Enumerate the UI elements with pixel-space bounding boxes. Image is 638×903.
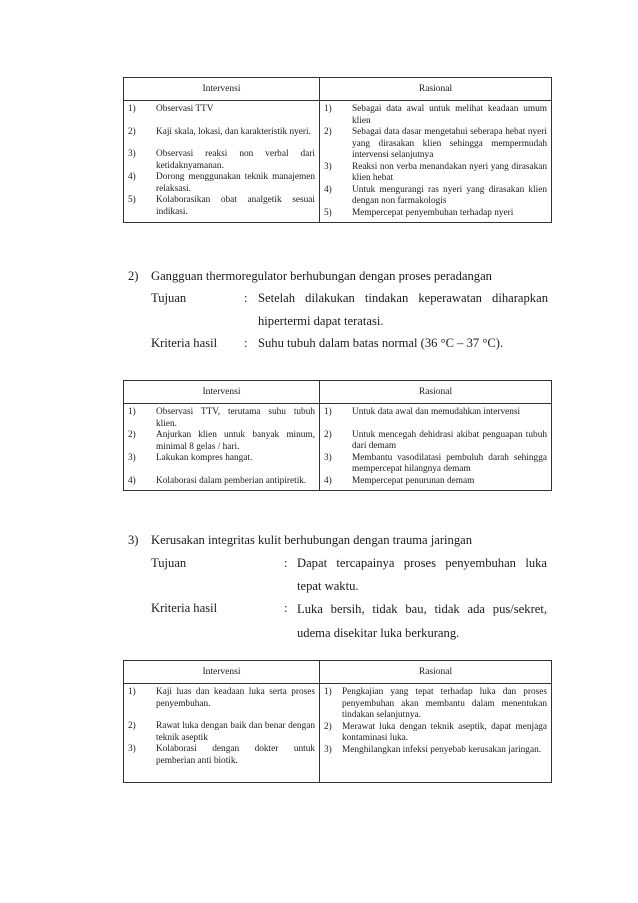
list-item: 2) Kaji skala, lokasi, dan karakteristik nyeri. bbox=[128, 126, 311, 137]
list-item: 5) Kolaborasikan obat analgetik sesuai indikasi. bbox=[128, 195, 315, 217]
header-rasional: Rasional bbox=[320, 78, 552, 101]
colon: : bbox=[284, 556, 288, 570]
header-rasional: Rasional bbox=[320, 661, 552, 684]
list-item: 4) Dorong menggunakan teknik manajemen relaksasi. bbox=[128, 172, 315, 194]
header-intervensi: Intervensi bbox=[124, 381, 320, 404]
section-title: Gangguan thermoregulator berhubungan dengan proses peradangan bbox=[151, 269, 492, 283]
intervensi-cell bbox=[124, 684, 320, 783]
intervensi-cell bbox=[124, 404, 320, 491]
list-item: 2) Untuk mencegah dehidrasi akibat penguapan tubuh dari demam bbox=[324, 429, 547, 451]
list-item: 4) Mempercepat penurunan demam bbox=[324, 475, 475, 486]
colon: : bbox=[284, 601, 288, 615]
tujuan-row bbox=[151, 552, 551, 596]
intervensi-cell bbox=[124, 101, 320, 223]
list-item: 3) Kolaborasi dengan dokter untuk pemberian anti biotik. bbox=[128, 744, 315, 766]
kriteria-label: Kriteria hasil bbox=[151, 601, 218, 615]
header-intervensi: Intervensi bbox=[124, 661, 320, 684]
section-number: 3) bbox=[128, 533, 139, 547]
rasional-cell bbox=[320, 404, 552, 491]
list-item: 2) Sebagai data dasar mengetahui seberapa hebat nyeri yang dirasakan klien sehingga mempermudah intervensi selanjutnya bbox=[324, 127, 547, 160]
section-title: Kerusakan integritas kulit berhubungan dengan trauma jaringan bbox=[151, 533, 473, 547]
tujuan-text: Setelah dilakukan tindakan keperawatan diharapkan hipertermi dapat teratasi. bbox=[258, 291, 548, 328]
list-item: 1) Sebagai data awal untuk melihat keadaan umum klien bbox=[324, 104, 547, 126]
section-number: 2) bbox=[128, 269, 139, 283]
list-item: 4) Untuk mengurangi ras nyeri yang dirasakan klien dengan non farmakologis bbox=[324, 184, 547, 206]
list-item: 4) Kolaborasi dalam pemberian antipiretik. bbox=[128, 475, 307, 486]
list-item: 3) Menghilangkan infeksi penyebab kerusakan jaringan. bbox=[324, 744, 542, 755]
list-item: 3) Lakukan kompres hangat. bbox=[128, 453, 253, 463]
tujuan-text: Dapat tercapainya proses penyembuhan luka tepat waktu. bbox=[297, 556, 547, 593]
kriteria-label: Kriteria hasil bbox=[151, 336, 218, 350]
header-intervensi: Intervensi bbox=[124, 78, 320, 101]
list-item: 3) Reaksi non verba menandakan nyeri yang dirasakan klien hebat bbox=[324, 161, 547, 183]
list-item: 2) Merawat luka dengan teknik aseptik, dapat menjaga kontaminasi luka. bbox=[324, 721, 547, 743]
rasional-cell bbox=[320, 684, 552, 783]
tujuan-row bbox=[151, 287, 551, 331]
header-rasional: Rasional bbox=[320, 381, 552, 404]
kriteria-text: Luka bersih, tidak bau, tidak ada pus/sekret, udema disekitar luka berkurang. bbox=[297, 602, 547, 640]
list-item: 1) Untuk data awal dan memudahkan intervensi bbox=[324, 407, 521, 417]
list-item: 3) Observasi reaksi non verbal dari ketidaknyamanan. bbox=[128, 149, 315, 171]
list-item: 3) Membantu vasodilatasi pembuluh darah sehingga mempercepat hilangnya demam bbox=[324, 452, 547, 474]
list-item: 1) Pengkajian yang tepat terhadap luka dan proses penyembuhan akan membantu dalam menentukan tindakan selanjutnya. bbox=[324, 687, 547, 720]
list-item: 1) Observasi TTV bbox=[128, 104, 214, 114]
table-nyeri bbox=[123, 77, 552, 223]
list-item: 2) Anjurkan klien untuk banyak minum, minimal 8 gelas / hari. bbox=[128, 430, 315, 452]
tujuan-label: Tujuan bbox=[151, 556, 187, 570]
colon: : bbox=[244, 291, 248, 305]
table-integritas-kulit bbox=[123, 660, 552, 783]
rasional-cell bbox=[320, 101, 552, 223]
table-thermoregulator bbox=[123, 380, 552, 491]
list-item: 1) Observasi TTV, terutama suhu tubuh klien. bbox=[128, 407, 315, 429]
tujuan-label: Tujuan bbox=[151, 291, 187, 305]
list-item: 5) Mempercepat penyembuhan terhadap nyeri bbox=[324, 207, 514, 218]
list-item: 2) Rawat luka dengan baik dan benar dengan teknik aseptik bbox=[128, 721, 315, 743]
colon: : bbox=[244, 336, 248, 350]
list-item: 1) Kaji luas dan keadaan luka serta proses penyembuhan. bbox=[128, 687, 315, 709]
kriteria-row bbox=[151, 597, 551, 641]
kriteria-text: Suhu tubuh dalam batas normal (36 °C – 37 °C). bbox=[258, 336, 504, 350]
